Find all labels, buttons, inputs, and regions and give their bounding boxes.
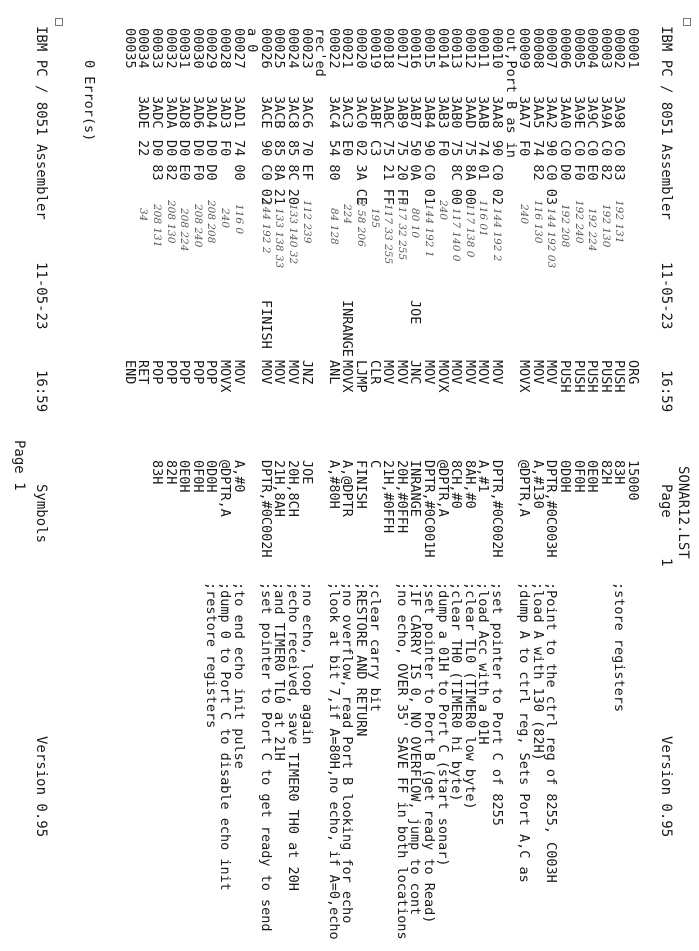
mnemonic: MOVX: [516, 360, 533, 393]
handwritten-note: 208 240: [191, 204, 204, 248]
line-number: 00004: [584, 28, 601, 69]
wrapped-comment: a 0: [244, 28, 261, 53]
address: 3AC8: [285, 96, 301, 129]
address: 3A98: [611, 96, 628, 129]
address: 3ACE: [257, 96, 274, 129]
operand: 0D0H: [203, 460, 220, 493]
address: 3AA2: [543, 96, 560, 129]
operand: DPTR,#0C001H: [421, 460, 437, 558]
page-number: 1: [658, 558, 674, 567]
handwritten-note: 192 131: [613, 200, 626, 244]
object-code: 74 01: [475, 140, 492, 181]
comment: ;and TIMER0 TL0 at 21H: [271, 582, 288, 761]
line-number: 00008: [529, 28, 546, 69]
address: 3AC4: [325, 96, 342, 129]
mnemonic: MOV: [461, 360, 478, 385]
comment: ;Point to the ctrl reg of 8255, C003H: [543, 582, 560, 883]
object-code: D0 D0: [203, 140, 220, 181]
mnemonic: JNZ: [298, 360, 315, 385]
operand: DPTR,#0C002H: [257, 460, 274, 558]
address: 3A9C: [584, 96, 601, 129]
handwritten-note: 192 130: [599, 204, 612, 248]
mnemonic: PUSH: [611, 360, 628, 393]
address: 3AB3: [434, 96, 451, 129]
line-number: 00002: [611, 28, 628, 69]
handwritten-note: 144 192 2: [491, 208, 503, 262]
address: 3ABC: [380, 96, 397, 129]
handwritten-note: 144 192 1: [423, 204, 435, 258]
line-number: 00035: [121, 28, 138, 69]
address: 3ADA: [162, 96, 179, 129]
operand: 0E0H: [584, 460, 601, 493]
operand: 0D0H: [557, 460, 573, 493]
error-count: 0 Error(s): [81, 60, 97, 142]
mnemonic: MOV: [529, 360, 546, 385]
footer-time: 16:59: [33, 370, 49, 413]
line-number: 00007: [543, 28, 560, 69]
object-code: F0: [217, 140, 233, 157]
mnemonic: MOVX: [339, 360, 356, 393]
address: 3AD8: [176, 96, 193, 129]
object-code: F0: [434, 140, 451, 157]
object-code: 74 82: [529, 140, 546, 181]
operand: C: [366, 460, 383, 469]
address: 3A9A: [597, 96, 614, 129]
comment: ;RESTORE AND RETURN: [353, 582, 369, 737]
footer-date: 11-05-23: [33, 262, 49, 330]
handwritten-note: 80 10: [409, 208, 422, 239]
object-code: D0 83: [149, 140, 165, 181]
comment: ;dump a 01H to Port C (start sonar): [434, 582, 451, 867]
operand: 0E0H: [176, 460, 193, 493]
line-number: 00032: [162, 28, 179, 69]
line-number: 00019: [366, 28, 383, 69]
listing-title: IBM PC / 8051 Assembler: [658, 26, 674, 220]
address: 3AB9: [393, 96, 410, 129]
operand: A,#1: [475, 460, 492, 493]
handwritten-note: 208 224: [178, 208, 191, 252]
comment: ;load A with 130 (82H): [529, 582, 546, 761]
address: 3AAD: [461, 96, 478, 129]
object-code: D0 82: [162, 140, 179, 181]
object-code: C3: [366, 140, 383, 157]
line-number: 00005: [570, 28, 587, 69]
object-code: 90 C0 01: [421, 140, 437, 206]
listing-time: 16:59: [658, 370, 674, 413]
line-number: 00029: [203, 28, 220, 69]
address: 3AA0: [557, 96, 573, 129]
handwritten-note: 133 138 33: [273, 208, 286, 269]
operand: 0F0H: [570, 460, 587, 493]
operand: FINISH: [353, 460, 369, 509]
operand: 83H: [611, 460, 628, 485]
handwritten-note: 192 240: [572, 200, 585, 244]
mnemonic: MOV: [489, 360, 505, 385]
line-number: 00018: [380, 28, 397, 69]
comment: ;dump 0 to Port C to disable echo init: [217, 582, 233, 891]
address: 3ABF: [366, 96, 383, 129]
line-number: 00011: [475, 28, 492, 69]
object-code: C0 82: [597, 140, 614, 181]
address: 3ACB: [271, 96, 288, 129]
address: 3AA7: [516, 96, 533, 129]
address: 3AC0: [353, 96, 369, 129]
handwritten-note: 195: [368, 208, 381, 229]
handwritten-note: 240: [436, 200, 449, 221]
operand: A,#0: [230, 460, 247, 493]
handwritten-note: 84 128: [327, 208, 340, 245]
line-number: 00022: [325, 28, 342, 69]
mnemonic: POP: [203, 360, 220, 385]
object-code: 50 0A: [407, 140, 424, 181]
handwritten-note: 133 140 32: [287, 204, 299, 265]
address: 3ADC: [149, 96, 165, 129]
handwritten-note: 117 138 0: [463, 204, 476, 258]
address: 3AD1: [230, 96, 247, 129]
line-number: 00033: [149, 28, 165, 69]
operand: 82H: [162, 460, 179, 485]
address: 3AB0: [448, 96, 465, 129]
listing-date: 11-05-23: [658, 262, 674, 330]
object-code: 75 20 FF: [393, 140, 410, 206]
object-code: F0: [516, 140, 533, 157]
address: 3AA5: [529, 96, 546, 129]
mnemonic: MOV: [393, 360, 410, 385]
wrapped-comment: out,Port B as in: [502, 28, 519, 159]
mnemonic: ORG: [625, 360, 641, 385]
handwritten-note: 224: [341, 204, 354, 225]
handwritten-note: 144 192 2: [259, 200, 272, 254]
comment: ;IF CARRY IS 0, NO OVERFLOW, jump to cont: [407, 582, 424, 916]
mnemonic: MOV: [380, 360, 397, 385]
object-code: 02 3A CE: [353, 140, 369, 206]
comment: ;restore registers: [203, 582, 220, 729]
mnemonic: ANL: [325, 360, 342, 385]
address: 3AB7: [407, 96, 424, 129]
mnemonic: MOV: [543, 360, 560, 385]
mnemonic: JNC: [407, 360, 424, 385]
object-code: D0 E0: [176, 140, 193, 181]
operand: 83H: [149, 460, 165, 485]
handwritten-note: 117 32 255: [395, 200, 408, 261]
line-number: 00010: [489, 28, 505, 69]
handwritten-note: 117 33 255: [382, 204, 395, 265]
comment: ;no overflow, read Port B looking for echo: [339, 582, 356, 924]
address: 3AD6: [189, 96, 206, 129]
handwritten-note: 240: [518, 204, 531, 225]
operand: 21H,#0FFH: [380, 460, 397, 534]
comment: ;load Acc with a 01H: [475, 582, 492, 745]
object-code: 74 00: [230, 140, 247, 181]
source-label: FINISH: [257, 300, 274, 349]
comment: ;set pointer to Port C to get ready to send: [257, 582, 274, 932]
line-number: 00034: [135, 28, 152, 69]
mnemonic: PUSH: [584, 360, 601, 393]
operand: JOE: [298, 460, 315, 485]
object-code: 90 C0 03: [543, 140, 560, 206]
footer-page: Page 1: [11, 440, 27, 491]
operand: DPTR,#0C002H: [489, 460, 505, 558]
mnemonic: MOV: [421, 360, 437, 385]
object-code: C0 F0: [570, 140, 587, 181]
line-number: 00009: [516, 28, 533, 69]
operand: A,#130: [529, 460, 546, 509]
line-number: 00020: [353, 28, 369, 69]
mnemonic: POP: [162, 360, 179, 385]
line-number: 00027: [230, 28, 247, 69]
line-number: 00012: [461, 28, 478, 69]
operand: 20H,8CH: [285, 460, 301, 517]
comment: ;to end echo init pulse: [230, 582, 247, 769]
source-label: JOE: [407, 300, 424, 325]
line-number: 00013: [448, 28, 465, 69]
object-code: C0 E0: [584, 140, 601, 181]
address: 3A9E: [570, 96, 587, 129]
comment: ;clear TL0 (TIMER0 low byte): [461, 582, 478, 810]
object-code: E0: [339, 140, 356, 157]
handwritten-note: 208 131: [151, 204, 163, 248]
footer-title: IBM PC / 8051 Assembler: [33, 26, 49, 220]
comment: ;clear TH0 (TIMER0 hi byte): [448, 582, 465, 802]
comment: ;store registers: [611, 582, 628, 713]
mnemonic: MOV: [285, 360, 301, 385]
address: 3ADE: [135, 96, 152, 129]
line-number: 00031: [176, 28, 193, 69]
operand: INRANGE: [407, 460, 424, 517]
mnemonic: PUSH: [570, 360, 587, 393]
line-number: 00017: [393, 28, 410, 69]
comment: ;no echo, loop again: [298, 582, 315, 745]
corner-mark: [683, 18, 691, 26]
mnemonic: POP: [189, 360, 206, 385]
line-number: 00021: [339, 28, 356, 69]
handwritten-note: 116 01: [477, 200, 490, 237]
mnemonic: PUSH: [557, 360, 573, 393]
operand: @DPTR,A: [516, 460, 533, 517]
mnemonic: END: [121, 360, 138, 385]
handwritten-note: 240: [219, 208, 231, 229]
object-code: C0 83: [611, 140, 628, 181]
address: 3AA8: [489, 96, 505, 129]
comment: ;dump A to ctrl reg, Sets Port A,C as: [516, 582, 533, 883]
comment: ;look at bit 7,if A=80H,no echo, if A=0,echo: [325, 582, 342, 940]
operand: 15000: [625, 460, 641, 501]
object-code: 85 8A 21: [271, 140, 288, 206]
operand: 21H,8AH: [271, 460, 288, 517]
operand: 8AH,#0: [461, 460, 478, 509]
object-code: 90 C0 02: [489, 140, 505, 206]
handwritten-note: 116 0: [232, 204, 245, 235]
mnemonic: LJMP: [353, 360, 369, 393]
listing-version: Version 0.95: [658, 736, 674, 838]
line-number: 00025: [271, 28, 288, 69]
source-label: INRANGE: [339, 300, 356, 357]
operand: @DPTR,A: [217, 460, 233, 517]
comment: ;set pointer to Port C of 8255: [489, 582, 505, 826]
line-number: 00024: [285, 28, 301, 69]
footer-version: Version 0.95: [33, 736, 49, 838]
handwritten-note: 208 208: [205, 200, 218, 244]
operand: @DPTR,A: [434, 460, 451, 517]
operand: 0F0H: [189, 460, 206, 493]
mnemonic: POP: [176, 360, 193, 385]
comment: ;clear carry bit: [366, 582, 383, 713]
operand: A,#80H: [325, 460, 342, 509]
handwritten-note: 192 208: [559, 204, 571, 248]
address: 3AB4: [421, 96, 437, 129]
object-code: 22: [135, 140, 152, 157]
mnemonic: MOV: [257, 360, 274, 385]
mnemonic: MOV: [475, 360, 492, 385]
address: 3AC3: [339, 96, 356, 129]
mnemonic: POP: [149, 360, 165, 385]
page-label: Page: [658, 484, 674, 518]
comment: ;no echo, OVER 35' SAVE FF in both locations: [393, 582, 410, 940]
wrapped-comment: rec'ed: [312, 28, 329, 77]
object-code: D0 F0: [189, 140, 206, 181]
operand: DPTR,#0C003H: [543, 460, 560, 558]
line-number: 00030: [189, 28, 206, 69]
handwritten-note: 34: [137, 208, 150, 222]
line-number: 00003: [597, 28, 614, 69]
handwritten-note: 116 130: [531, 200, 544, 244]
address: 3AD3: [217, 96, 233, 129]
handwritten-note: 117 140 0: [450, 208, 463, 262]
line-number: 00015: [421, 28, 437, 69]
mnemonic: RET: [135, 360, 152, 385]
line-number: 00026: [257, 28, 274, 69]
object-code: 70 EF: [298, 140, 315, 181]
operand: 8CH,#0: [448, 460, 465, 509]
object-code: 75 8C 00: [448, 140, 465, 206]
footer-section: Symbols: [33, 484, 49, 544]
line-number: 00014: [434, 28, 451, 69]
mnemonic: MOV: [448, 360, 465, 385]
operand: A,@DPTR: [339, 460, 356, 517]
object-code: C0 D0: [557, 140, 573, 181]
comment: ;echo received, save TIMER0 TH0 at 20H: [285, 582, 301, 891]
object-code: 75 21 FF: [380, 140, 397, 206]
address: 3AD4: [203, 96, 220, 129]
mnemonic: MOVX: [434, 360, 451, 393]
mnemonic: MOV: [271, 360, 288, 385]
listing-filename: SONAR12.LST: [675, 466, 691, 559]
object-code: 75 8A 00: [461, 140, 478, 206]
mnemonic: MOV: [230, 360, 247, 385]
line-number: 00006: [557, 28, 573, 69]
handwritten-note: 2 58 206: [355, 200, 367, 247]
line-number: 00001: [625, 28, 641, 69]
handwritten-note: 144 192 03: [545, 208, 558, 269]
comment: ;set pointer to Port B (get ready to Read): [421, 582, 437, 924]
line-number: 00028: [217, 28, 233, 69]
object-code: 54 80: [325, 140, 342, 181]
operand: 20H,#0FFH: [393, 460, 410, 534]
handwritten-note: 192 224: [586, 208, 599, 252]
mnemonic: PUSH: [597, 360, 614, 393]
operand: 82H: [597, 460, 614, 485]
object-code: 90 C0 02: [257, 140, 274, 206]
corner-mark: [55, 18, 63, 26]
address: 3AAB: [475, 96, 492, 129]
line-number: 00016: [407, 28, 424, 69]
address: 3AC6: [298, 96, 315, 129]
line-number: 00023: [298, 28, 315, 69]
handwritten-note: 112 239: [300, 200, 313, 244]
mnemonic: MOVX: [217, 360, 233, 393]
object-code: 85 8C 20: [285, 140, 301, 206]
handwritten-note: 208 130: [164, 200, 177, 244]
mnemonic: CLR: [366, 360, 383, 385]
